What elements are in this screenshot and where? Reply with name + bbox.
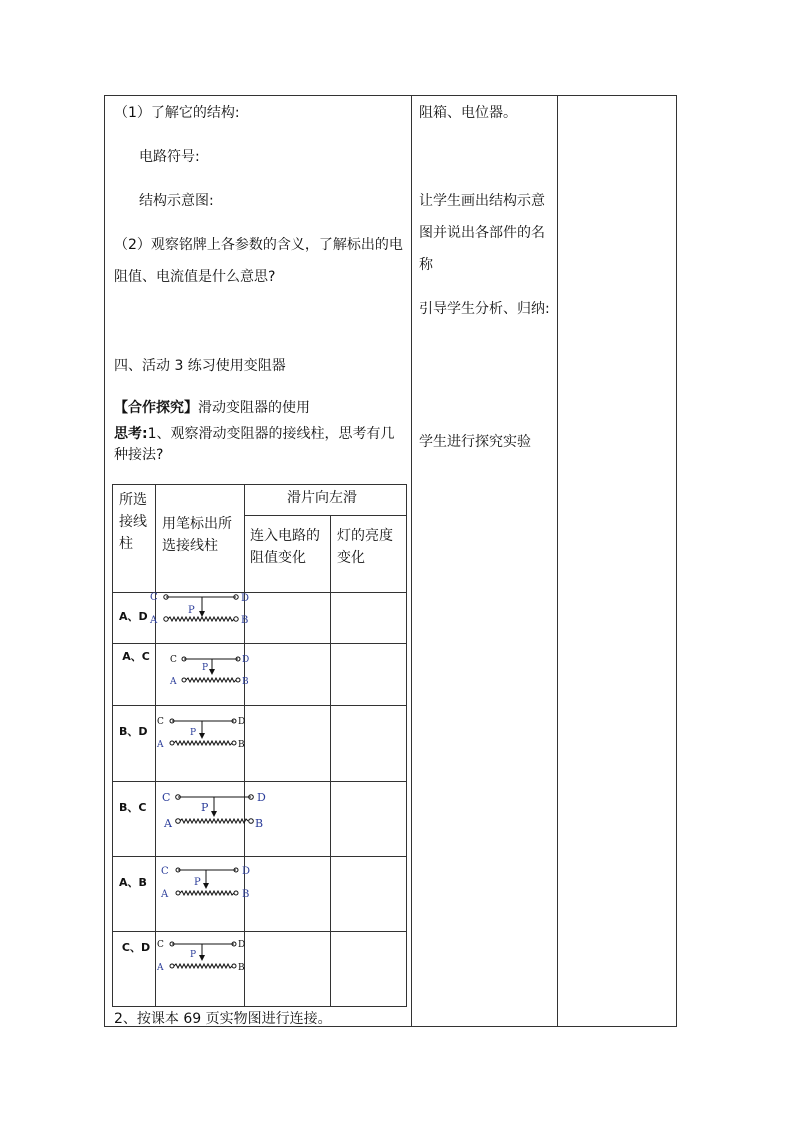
- structure-diagram-label: 结构示意图:: [139, 193, 214, 209]
- row-label-b-d: B、D: [119, 725, 148, 738]
- terminal-c-label: C: [170, 655, 177, 665]
- col2-line4: 称: [419, 257, 433, 273]
- rheostat-table: [112, 484, 407, 1007]
- terminal-c-label: C: [162, 791, 171, 804]
- header-mark-terminals: 用笔标出所 选接线柱: [162, 516, 232, 554]
- think-line1: [114, 425, 395, 443]
- rheostat-diagram-icon: [156, 787, 281, 837]
- slider-p-label: P: [194, 877, 201, 888]
- terminal-d-label: D: [238, 940, 246, 950]
- inner-col-line-3: [330, 515, 331, 1006]
- terminal-b-label: B: [238, 963, 245, 973]
- inner-row-line: [113, 643, 406, 644]
- terminal-d-label: D: [238, 717, 246, 727]
- column-divider-2: [557, 96, 558, 1026]
- col2-line1: 阻箱、电位器。: [419, 105, 517, 121]
- terminal-c-label: C: [157, 940, 164, 950]
- coop-text: 滑动变阻器的使用: [198, 400, 310, 416]
- terminal-a-label: A: [170, 677, 177, 687]
- inner-row-line: [113, 856, 406, 857]
- terminal-a-label: A: [161, 889, 169, 900]
- rheostat-diagram-icon: [156, 653, 252, 693]
- terminal-d-label: D: [242, 655, 250, 665]
- terminal-c-label: C: [157, 717, 164, 727]
- section-heading: 四、活动 3 练习使用变阻器: [114, 358, 286, 374]
- think-label: 思考:: [114, 426, 148, 442]
- footer-instruction: 2、按课本 69 页实物图进行连接。: [114, 1011, 332, 1027]
- item-nameplate-line2: 阻值、电流值是什么意思?: [114, 269, 276, 285]
- terminal-b-label: B: [238, 740, 245, 750]
- terminal-d-label: D: [242, 866, 251, 877]
- terminal-b-label: B: [255, 817, 264, 830]
- circuit-symbol-label: 电路符号:: [139, 149, 200, 165]
- terminal-a-label: A: [157, 963, 164, 973]
- inner-row-line: [113, 931, 406, 932]
- header-slide-left: 滑片向左滑: [287, 490, 357, 506]
- row-label-b-c: B、C: [119, 801, 147, 814]
- rheostat-diagram-icon: [156, 863, 252, 907]
- item-nameplate-line1: （2）观察铭牌上各参数的含义，了解标出的电: [114, 237, 403, 253]
- col2-line2: 让学生画出结构示意: [419, 193, 545, 209]
- terminal-c-label: C: [150, 592, 158, 603]
- item-structure: （1）了解它的结构:: [114, 105, 240, 121]
- terminal-a-label: A: [150, 615, 158, 626]
- inner-row-line: [113, 705, 406, 706]
- header-terminals: 所选 接线 柱: [119, 492, 147, 552]
- inner-row-line: [113, 781, 406, 782]
- coop-bracket: 【合作探究】: [114, 400, 198, 416]
- think-text: 1、观察滑动变阻器的接线柱，思考有几: [147, 426, 395, 442]
- col2-line5: 引导学生分析、归纳:: [419, 301, 550, 317]
- row-label-a-c: A、C: [122, 650, 150, 663]
- column-divider-1: [411, 96, 412, 1026]
- rheostat-diagram-icon: [150, 592, 252, 641]
- lesson-table: [104, 95, 677, 1027]
- row-label-c-d: C、D: [121, 941, 151, 954]
- terminal-b-label: B: [242, 889, 250, 900]
- header-brightness-change: 灯的亮度 变化: [337, 528, 393, 566]
- terminal-b-label: B: [241, 615, 249, 626]
- terminal-d-label: D: [257, 791, 266, 804]
- terminal-b-label: B: [242, 677, 249, 687]
- think-line2: 种接法?: [114, 447, 164, 463]
- terminal-d-label: D: [241, 593, 250, 604]
- terminal-c-label: C: [161, 866, 169, 877]
- rheostat-diagram-icon: [156, 937, 252, 977]
- slider-p-label: P: [202, 663, 209, 673]
- slider-p-label: P: [188, 605, 195, 616]
- rheostat-diagram-icon: [156, 715, 252, 757]
- col2-line3: 图并说出各部件的名: [419, 225, 545, 241]
- row-label-a-d: A、D: [119, 610, 148, 623]
- header-resistance-change: 连入电路的 阻值变化: [250, 528, 320, 566]
- col2-line6: 学生进行探究实验: [419, 434, 531, 450]
- slider-p-label: P: [190, 728, 197, 738]
- terminal-a-label: A: [157, 740, 164, 750]
- slider-p-label: P: [190, 950, 197, 960]
- row-label-a-b: A、B: [119, 876, 147, 889]
- coop-heading: [114, 399, 310, 417]
- terminal-a-label: A: [164, 817, 172, 830]
- slider-p-label: P: [201, 801, 209, 814]
- inner-header-split: [244, 515, 406, 516]
